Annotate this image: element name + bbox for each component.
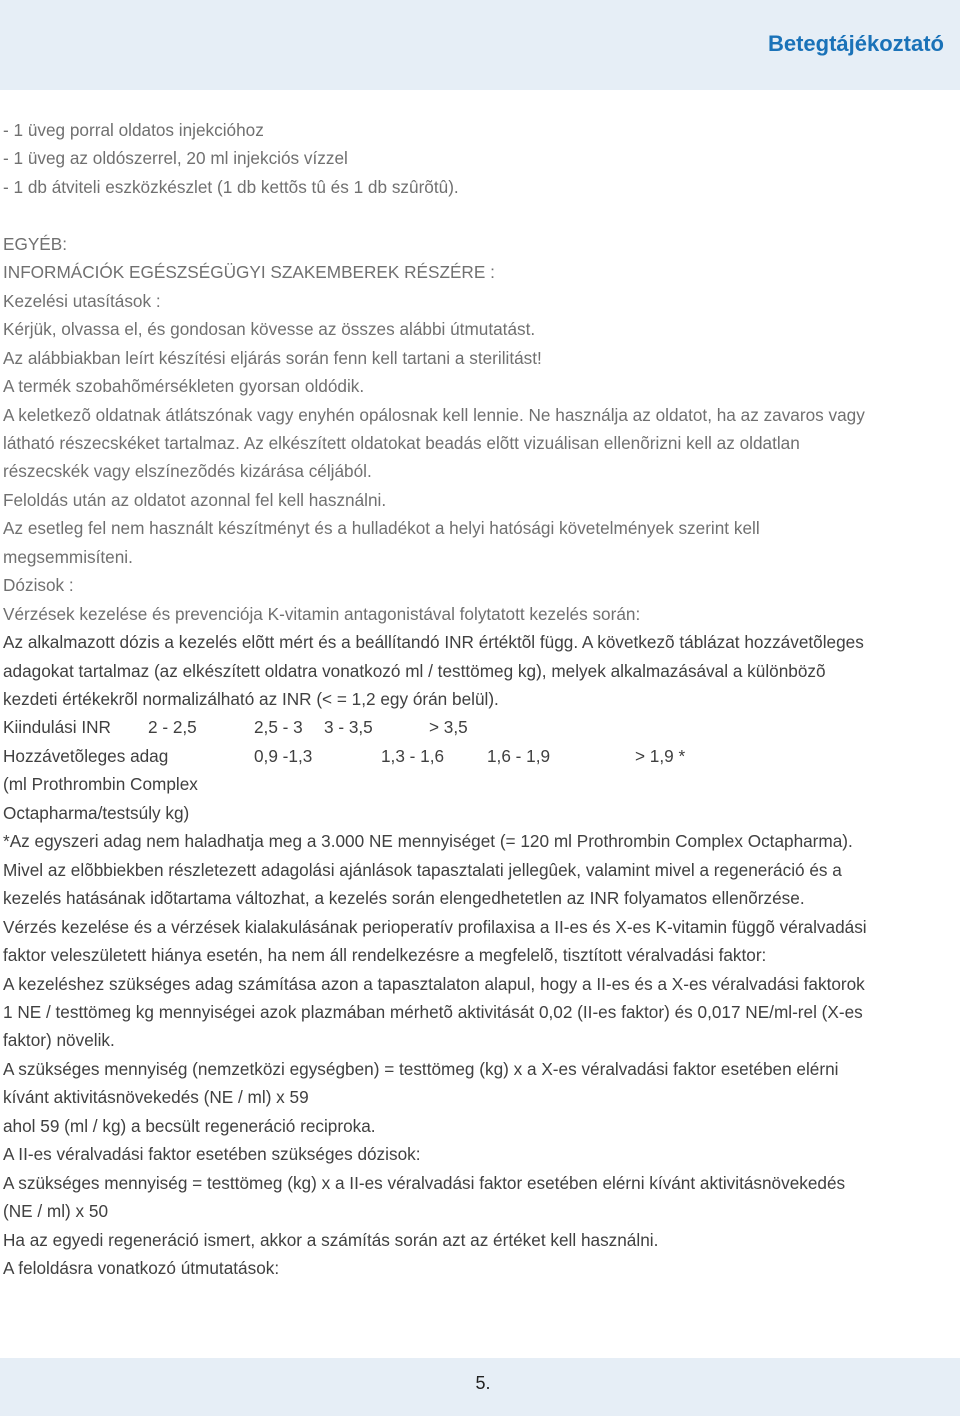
text-line: *Az egyszeri adag nem haladhatja meg a 3.000 NE mennyiséget (= 120 ml Prothrombin Complex Octapharma). [3,831,853,852]
text-line: - 1 üveg az oldószerrel, 20 ml injekciós vízzel [3,148,348,169]
text-line: Vérzés kezelése és a vérzések kialakulásának perioperatív profilaxisa a II-es és X-es K-vitamin függõ véralvadási [3,916,867,937]
text-line: Az alkalmazott dózis a kezelés elõtt mért és a beállítandó INR értéktõl függ. A következõ táblázat hozzávetõleges [3,632,864,653]
text-line: A II-es véralvadási faktor esetében szükséges dózisok: [3,1144,421,1165]
text-line: Az esetleg fel nem használt készítményt és a hulladékot a helyi hatósági követelmények szerint kell [3,518,760,539]
dose-table-cell: 3 - 3,5 [324,717,373,738]
text-line: Az alábbiakban leírt készítési eljárás során fenn kell tartani a sterilitást! [3,347,542,368]
dose-table-cell: 1,6 - 1,9 [487,745,551,766]
text-line: (NE / ml) x 50 [3,1201,109,1222]
text-line: A keletkezõ oldatnak átlátszónak vagy enyhén opálosnak kell lennie. Ne használja az oldatot, ha az zavaros vagy [3,404,865,425]
text-line: - 1 db átviteli eszközkészlet (1 db kettõs tû és 1 db szûrõtû). [3,176,459,197]
text-line: részecskék vagy elszínezõdés kizárása céljából. [3,461,372,482]
text-line: megsemmisíteni. [3,546,133,567]
text-line: ahol 59 (ml / kg) a becsült regeneráció reciproka. [3,1115,376,1136]
text-line: A termék szobahõmérsékleten gyorsan oldódik. [3,376,365,397]
text-line: Kezelési utasítások : [3,290,161,311]
text-line: kezelés hatásának idõtartama változhat, a kezelés során elengedhetetlen az INR folyamatos ellenõrzése. [3,888,805,909]
text-line: Ha az egyedi regeneráció ismert, akkor a számítás során azt az értéket kell használni. [3,1229,659,1250]
header-title: Betegtájékoztató [767,31,944,56]
text-line: A feloldásra vonatkozó útmutatások: [3,1258,280,1278]
page-header [0,0,960,90]
text-line: faktor) növelik. [3,1030,115,1051]
dose-table-unit-label: Octapharma/testsúly kg) [3,802,190,823]
text-line: faktor veleszületett hiánya esetén, ha nem áll rendelkezésre a megfelelõ, tisztított véralvadási faktor: [3,945,767,966]
text-line: A szükséges mennyiség (nemzetközi egységben) = testtömeg (kg) x a X-es véralvadási faktor esetében elérni [3,1058,839,1079]
text-line: adagokat tartalmaz (az elkészített oldatra vonatkozó ml / testtömeg kg), melyek alkalmazásával a különbözõ [3,660,826,681]
text-line: Kérjük, olvassa el, és gondosan kövesse az összes alábbi útmutatást. [3,319,536,340]
page-number: 5. [475,1373,491,1393]
dose-table-cell: 2 - 2,5 [148,717,197,738]
text-line: INFORMÁCIÓK EGÉSZSÉGÜGYI SZAKEMBEREK RÉSZÉRE : [3,262,495,283]
dose-table-label: Hozzávetõleges adag [3,745,169,766]
dose-table-cell: > 1,9 * [635,745,686,766]
text-line: 1 NE / testtömeg kg mennyiségei azok plazmában mérhetõ aktivitását 0,02 (II-es faktor) és 0,017 NE/ml-rel (X-es [3,1001,863,1022]
dose-table-cell: > 3,5 [429,717,468,738]
text-line: - 1 üveg porral oldatos injekcióhoz [3,120,264,140]
text-line: kívánt aktivitásnövekedés (NE / ml) x 59 [3,1087,309,1108]
text-line: látható részecskéket tartalmaz. Az elkészített oldatokat beadás elõtt vizuálisan ellenõrizni kell az oldatlan [3,432,800,453]
text-line: A kezeléshez szükséges adag számítása azon a tapasztalaton alapul, hogy a II-es és a X-es véralvadási faktorok [3,973,865,994]
text-line: kezdeti értékekrõl normalizálható az INR (< = 1,2 egy órán belül). [3,689,499,709]
dose-table-label: Kiindulási INR [3,717,111,738]
dose-table-cell: 0,9 -1,3 [254,745,313,766]
text-line: Mivel az elõbbiekben részletezett adagolási ajánlások tapasztalati jellegûek, valamint mivel a regeneráció és a [3,859,842,880]
text-line: Dózisok : [3,575,74,596]
dose-table-cell: 1,3 - 1,6 [381,745,445,766]
dose-table-unit-label: (ml Prothrombin Complex [3,774,198,795]
page-footer [0,1358,960,1416]
text-line: A szükséges mennyiség = testtömeg (kg) x a II-es véralvadási faktor esetében elérni kívánt aktivitásnövekedés [3,1172,846,1193]
text-line: Feloldás után az oldatot azonnal fel kell használni. [3,489,387,510]
dose-table-cell: 2,5 - 3 [254,717,303,738]
text-line: Vérzések kezelése és prevenciója K-vitamin antagonistával folytatott kezelés során: [3,603,641,624]
text-line: EGYÉB: [3,233,67,254]
